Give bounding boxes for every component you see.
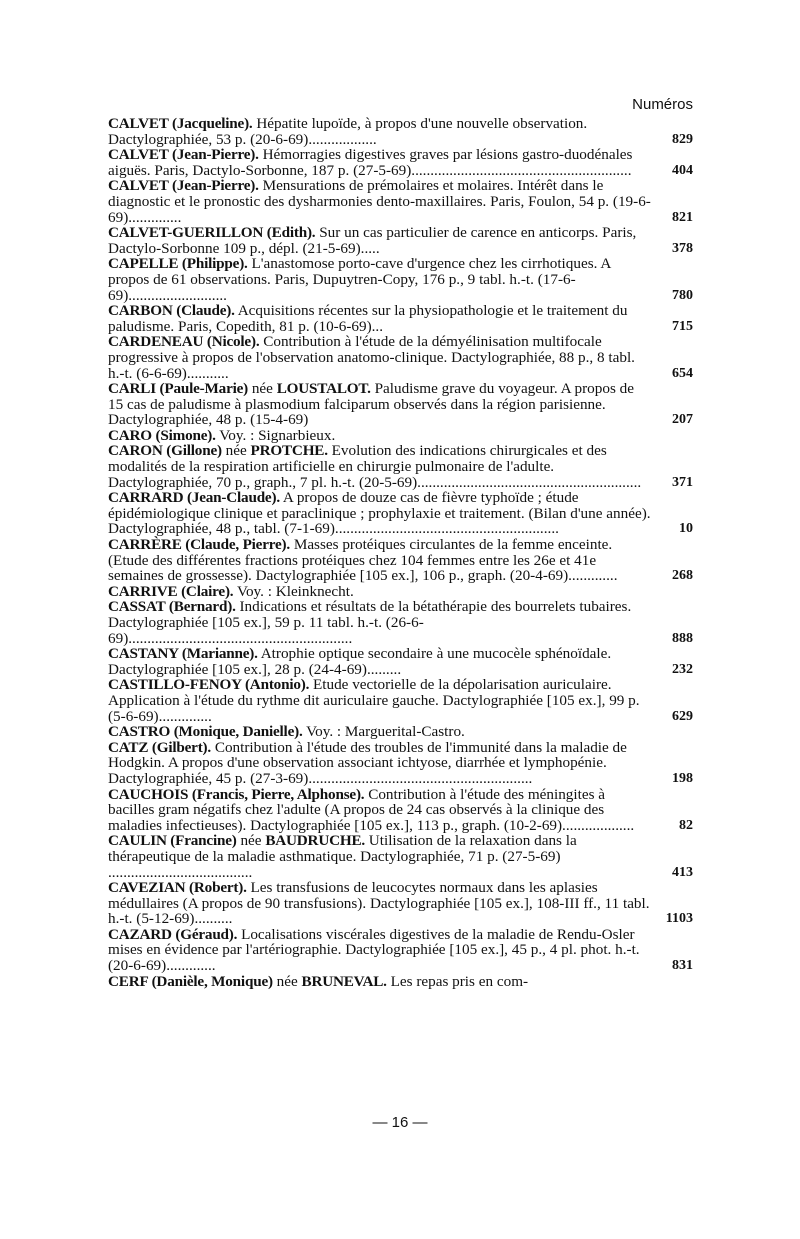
entry-description: Contribution à l'étude des troubles de l'immunité dans la maladie de Hodgkin. A propos d'une observation associant ichtyose, diarrhée et lymphopénie. Dactylographiée, 45 p. (27-3-69)........................................................... — [108, 738, 627, 787]
entry-number: 232 — [672, 661, 693, 677]
entry-description: Masses protéiques circulantes de la femme enceinte. (Etude des différentes fractions protéiques chez 104 femmes entre les 26e et 41e semaines de grossesse). Dactylographiée [105 ex.], 106 p., graph. (20-4-69)............. — [108, 536, 618, 585]
entry-description: Acquisitions récentes sur la physiopathologie et le traitement du paludisme. Paris, Copedith, 81 p. (10-6-69)... — [108, 302, 628, 335]
maiden-name: BRUNEVAL. — [301, 972, 387, 990]
entry-description: Voy. : Kleinknecht. — [236, 582, 354, 600]
entry-number: 268 — [672, 568, 693, 584]
entry-number: 829 — [672, 131, 693, 147]
column-header: Numéros — [632, 96, 693, 113]
author-name: CASSAT (Bernard). — [108, 598, 236, 616]
list-item — [108, 490, 693, 537]
entry-description: Localisations viscérales digestives de la maladie de Rendu-Osler mises en évidence par l'artériographie. Dactylographiée [105 ex.], 45 p., 4 pl. phot. h.-t. (20-6-69)............. — [108, 925, 640, 975]
entry-number: 371 — [672, 474, 693, 490]
author-name: CERF (Danièle, Monique) — [108, 972, 273, 990]
author-name: CARBON (Claude). — [108, 302, 235, 320]
list-item — [108, 833, 693, 880]
entry-number: 654 — [672, 365, 693, 381]
author-name: CATZ (Gilbert). — [108, 738, 212, 756]
author-name: CALVET-GUERILLON (Edith). — [108, 224, 316, 242]
author-name: CARO (Simone). — [108, 426, 216, 444]
entry-number: 198 — [672, 770, 693, 786]
list-item — [108, 740, 693, 787]
list-item — [108, 787, 693, 834]
list-item — [108, 599, 693, 646]
list-item — [108, 927, 693, 974]
author-name: CAVEZIAN (Robert). — [108, 879, 247, 897]
list-item — [108, 303, 693, 334]
author-name: CAZARD (Géraud). — [108, 925, 238, 943]
entry-number: 404 — [672, 162, 693, 178]
entry-description: Les transfusions de leucocytes normaux dans les aplasies médullaires (A propos de 90 transfusions). Dactylographiée [105 ex.], 108-III ff., 11 tabl. h.-t. (5-12-69).......... — [108, 879, 650, 928]
author-name: CARDENEAU (Nicole). — [108, 333, 260, 351]
entry-description: Hémorragies digestives graves par lésions gastro-duodénales aiguës. Paris, Dactylo-Sorbonne, 187 p. (27-5-69).......................................................... — [108, 146, 633, 179]
maiden-name-marker: née — [251, 380, 273, 398]
list-item — [108, 381, 693, 428]
entry-number: 10 — [679, 521, 693, 537]
bibliography-list — [108, 116, 693, 989]
entry-description: Utilisation de la relaxation dans la thérapeutique de la maladie asthmatique. Dactylographiée, 71 p. (27-5-69) ...................................... — [108, 832, 577, 881]
entry-number: 207 — [672, 412, 693, 428]
author-name: CAPELLE (Philippe). — [108, 255, 248, 273]
maiden-name-marker: née — [225, 442, 247, 460]
entry-number: 821 — [672, 209, 693, 225]
list-item — [108, 147, 693, 178]
author-name: CARON (Gillone) — [108, 442, 222, 460]
author-name: CALVET (Jacqueline). — [108, 115, 253, 132]
entry-description: Paludisme grave du voyageur. A propos de 15 cas de paludisme à plasmodium falciparum observés dans la région parisienne. Dactylographiée, 48 p. (15-4-69) — [108, 380, 634, 429]
entry-description: Contribution à l'étude des méningites à bacilles gram négatifs chez l'adulte (A propos de 24 cas observés à la clinique des maladies infectieuses). Dactylographiée [105 ex.], 113 p., graph. (10-2-69)................... — [108, 785, 635, 834]
entry-description: Etude vectorielle de la dépolarisation auriculaire. Application à l'étude du rythme dit auriculaire gauche. Dactylographiée [105 ex.], 99 p. (5-6-69).............. — [108, 676, 640, 725]
page-content — [108, 94, 693, 989]
maiden-name-marker: née — [276, 972, 298, 990]
list-item — [108, 225, 693, 256]
entry-description: Les repas pris en com- — [390, 972, 529, 990]
entry-description: Voy. : Signarbieux. — [219, 426, 336, 444]
entry-number: 888 — [672, 630, 693, 646]
author-name: CALVET (Jean-Pierre). — [108, 146, 259, 164]
author-name: CARRARD (Jean-Claude). — [108, 489, 280, 507]
entry-description: Atrophie optique secondaire à une mucocèle sphénoïdale. Dactylographiée [105 ex.], 28 p. (24-4-69)......... — [108, 645, 612, 678]
entry-description: Contribution à l'étude de la démyélinisation multifocale progressive à propos de l'observation anatomo-clinique. Dactylographiée, 88 p., 8 tabl. h.-t. (6-6-69)........... — [108, 333, 635, 382]
entry-description: Evolution des indications chirurgicales et des modalités de la respiration artificielle en chirurgie pulmonaire de l'adulte. Dactylographiée, 70 p., graph., 7 pl. h.-t. (20-5-69)........................................................... — [108, 442, 642, 491]
entry-description: Sur un cas particulier de carence en anticorps. Paris, Dactylo-Sorbonne 109 p., dépl. (21-5-69)..... — [108, 224, 637, 257]
author-name: CASTANY (Marianne). — [108, 645, 258, 663]
list-item — [108, 646, 693, 677]
author-name: CARRÈRE (Claude, Pierre). — [108, 536, 291, 554]
entry-number: 831 — [672, 958, 693, 974]
list-item — [108, 537, 693, 584]
list-item — [108, 974, 693, 990]
entry-number: 378 — [672, 240, 693, 256]
author-name: CARRIVE (Claire). — [108, 582, 234, 600]
list-item — [108, 256, 693, 303]
entry-description: A propos de douze cas de fièvre typhoïde ; étude épidémiologique clinique et paraclinique ; prophylaxie et traitement. (Bilan d'une année). Dactylographiée, 48 p., tabl. (7-1-69)........................................................... — [108, 489, 651, 538]
maiden-name: PROTCHE. — [250, 442, 328, 460]
entry-number: 413 — [672, 864, 693, 880]
entry-description: L'anastomose porto-cave d'urgence chez les cirrhotiques. A propos de 61 observations. Paris, Dupuytren-Copy, 176 p., 9 tabl. h.-t. (17-6-69).......................... — [108, 255, 611, 304]
entry-description: Hépatite lupoïde, à propos d'une nouvelle observation. Dactylographiée, 53 p. (20-6-69).................. — [108, 115, 588, 148]
maiden-name: BAUDRUCHE. — [265, 832, 365, 850]
author-name: CASTRO (Monique, Danielle). — [108, 723, 303, 741]
entry-number: 715 — [672, 318, 693, 334]
list-item — [108, 334, 693, 381]
entry-description: Voy. : Marguerital-Castro. — [306, 723, 465, 741]
list-item — [108, 584, 693, 600]
author-name: CALVET (Jean-Pierre). — [108, 177, 259, 195]
entry-description: Indications et résultats de la bétathérapie des bourrelets tubaires. Dactylographiée [105 ex.], 59 p. 11 tabl. h.-t. (26-6-69)........................................................... — [108, 598, 632, 647]
list-item — [108, 677, 693, 724]
entry-number: 1103 — [665, 911, 693, 927]
list-item — [108, 724, 693, 740]
author-name: CARLI (Paule-Marie) — [108, 380, 249, 398]
entry-number: 629 — [672, 708, 693, 724]
list-item — [108, 443, 693, 490]
list-item — [108, 428, 693, 444]
author-name: CAULIN (Francine) — [108, 832, 237, 850]
entry-number: 780 — [672, 287, 693, 303]
author-name: CASTILLO-FENOY (Antonio). — [108, 676, 310, 694]
list-item — [108, 116, 693, 147]
entry-description: Mensurations de prémolaires et molaires. Intérêt dans le diagnostic et le pronostic des dysharmonies dento-maxillaires. Paris, Foulon, 54 p. (19-6-69).............. — [108, 177, 651, 226]
author-name: CAUCHOIS (Francis, Pierre, Alphonse). — [108, 785, 365, 803]
list-item — [108, 880, 693, 927]
maiden-name: LOUSTALOT. — [276, 380, 371, 398]
list-item — [108, 178, 693, 225]
page-number: — 16 — — [372, 1114, 428, 1131]
maiden-name-marker: née — [240, 832, 262, 850]
entry-number: 82 — [679, 817, 693, 833]
